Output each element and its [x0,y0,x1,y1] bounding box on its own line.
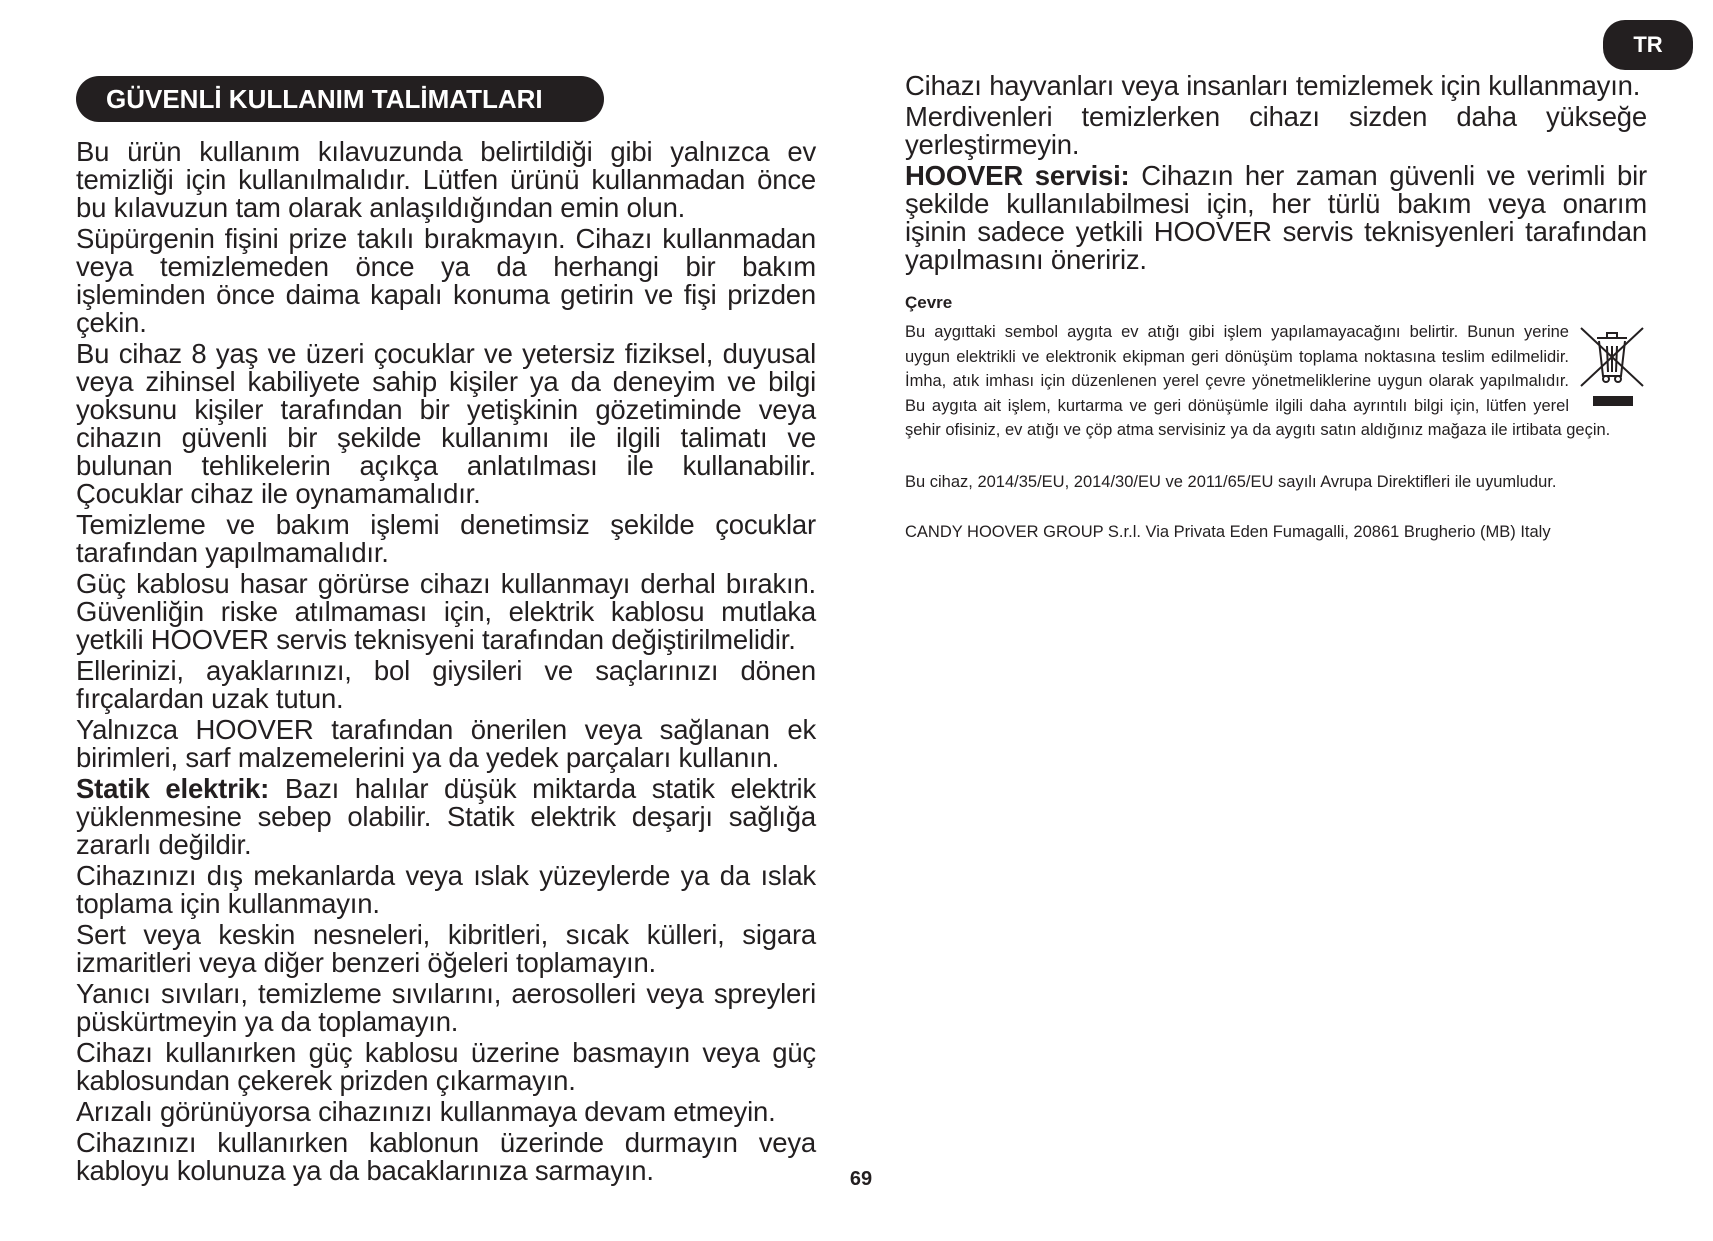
environment-text: Bu aygıttaki sembol aygıta ev atığı gibi işlem yapılamayacağını belirtir. Bunun yerine uygun elektrikli ve elektronik ekipman geri dönüşüm toplama noktasına teslim edilmelidir. İmha, atık imhası için düzenlenen yerel çevre yönetmeliklerine uygun olarak yapılmalıdır. Bu aygıta ait işlem, kurtarma ve geri dönüşümle ilgili daha ayrıntılı bilgi için, lütfen yerel şehir ofisiniz, ev atığı ve çöp atma servisiniz ya da aygıtı satın aldığınız mağaza ile irtibata geçin. [905,323,1611,439]
paragraph: Cihazınızı dış mekanlarda veya ıslak yüzeylerde ya da ıslak toplama için kullanmayın. [76,860,816,919]
paragraph: Temizleme ve bakım işlemi denetimsiz şekilde çocuklar tarafından yapılmamalıdır. [76,509,816,568]
paragraph: Süpürgenin fişini prize takılı bırakmayın. Cihazı kullanmadan veya temizlemeden önce ya da herhangi bir bakım işleminden önce daima kapalı konuma getirin ve fişi prizden çekin. [76,223,816,338]
bold-lead: Statik elektrik: [76,773,270,804]
language-badge: TR [1603,20,1693,70]
paragraph: Güç kablosu hasar görürse cihazı kullanmayı derhal bırakın. Güvenliğin riske atılmaması için, elektrik kablosu mutlaka yetkili HOOVER servis teknisyeni tarafından değiştirilmelidir. [76,568,816,655]
section-title: GÜVENLİ KULLANIM TALİMATLARI [76,76,604,122]
paragraph: Cihazı kullanırken güç kablosu üzerine basmayın veya güç kablosundan çekerek prizden çıkarmayın. [76,1037,816,1096]
manufacturer-address: CANDY HOOVER GROUP S.r.l. Via Privata Eden Fumagalli, 20861 Brugherio (MB) Italy [905,522,1551,541]
directive-text: Bu cihaz, 2014/35/EU, 2014/30/EU ve 2011/65/EU sayılı Avrupa Direktifleri ile uyumludur. [905,472,1557,491]
left-column [76,138,816,1188]
paragraph: Yanıcı sıvıları, temizleme sıvılarını, aerosolleri veya spreyleri püskürtmeyin ya da toplamayın. [76,978,816,1037]
environment-block [905,320,1647,443]
paragraph: Cihazı hayvanları veya insanları temizlemek için kullanmayın. [905,70,1641,101]
paragraph: Merdivenleri temizlerken cihazı sizden daha yükseğe yerleştirmeyin. [905,101,1647,160]
page-number: 69 [849,1168,873,1190]
paragraph-hoover-service: HOOVER servisi: Cihazın her zaman güvenli ve verimli bir şekilde kullanılabilmesi için, her türlü bakım veya onarım işinin sadece yetkili HOOVER servis teknisyenleri tarafından yapılmasını öneririz. [905,160,1647,275]
environment-title: Çevre [905,293,953,312]
paragraph: Sert veya keskin nesneleri, kibritleri, sıcak külleri, sigara izmaritleri veya diğer benzeri öğeleri toplamayın. [76,919,816,978]
paragraph-static-electricity: Statik elektrik: Bazı halılar düşük miktarda statik elektrik yüklenmesine sebep olabilir. Statik elektrik deşarjı sağlığa zararlı değildir. [76,773,816,860]
paragraph: Cihazınızı kullanırken kablonun üzerinde durmayın veya kabloyu kolunuza ya da bacaklarınıza sarmayın. [76,1127,816,1186]
right-column [905,72,1647,543]
paragraph: Arızalı görünüyorsa cihazınızı kullanmaya devam etmeyin. [76,1096,776,1127]
paragraph: Ellerinizi, ayaklarınızı, bol giysileri ve saçlarınızı dönen fırçalardan uzak tutun. [76,655,816,714]
paragraph: Bu ürün kullanım kılavuzunda belirtildiği gibi yalnızca ev temizliği için kullanılmalıdır. Lütfen ürünü kullanmadan önce bu kılavuzun tam olarak anlaşıldığından emin olun. [76,136,816,223]
bold-lead: HOOVER servisi: [905,160,1130,191]
weee-crossed-bin-icon [1577,324,1647,414]
paragraph: Yalnızca HOOVER tarafından önerilen veya sağlanan ek birimleri, sarf malzemelerini ya da yedek parçaları kullanın. [76,714,816,773]
paragraph: Bu cihaz 8 yaş ve üzeri çocuklar ve yetersiz fiziksel, duyusal veya zihinsel kabiliyete sahip kişiler ya da deneyim ve bilgi yoksunu kişiler tarafından bir yetişkinin gözetiminde veya cihazın güvenli bir şekilde kullanımı ile ilgili talimatı ve bulunan tehlikelerin açıkça anlatılması ile kullanabilir. Çocuklar cihaz ile oynamamalıdır. [76,338,816,509]
